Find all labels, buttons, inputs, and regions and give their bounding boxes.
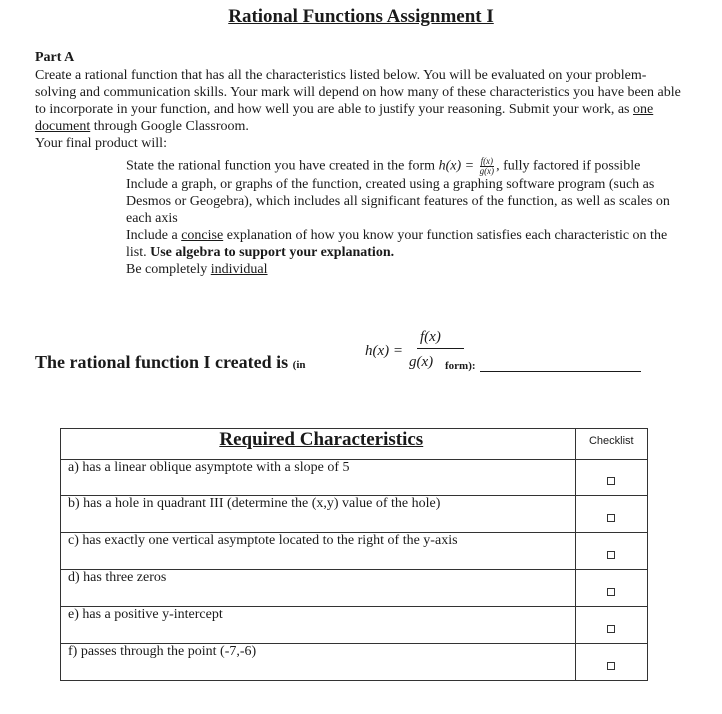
- list-item-text: Be completely: [126, 262, 211, 277]
- intro-paragraph: [35, 67, 685, 152]
- checkbox[interactable]: [607, 625, 615, 633]
- row-label: d) has three zeros: [61, 570, 576, 607]
- row-label: b) has a hole in quadrant III (determine the (x,y) value of the hole): [61, 496, 576, 533]
- function-denominator: g(x): [409, 354, 434, 370]
- checkbox[interactable]: [607, 551, 615, 559]
- list-item-individual: [126, 261, 686, 278]
- list-item-underlined: individual: [210, 262, 268, 277]
- fraction-denominator: g(x): [479, 166, 495, 176]
- checkbox-cell: [575, 533, 647, 570]
- list-item-text: , fully factored if possible: [496, 158, 641, 174]
- created-in: (in: [292, 359, 306, 371]
- requirements-list: [126, 157, 686, 278]
- checkbox-cell: [575, 607, 647, 644]
- list-item-underlined: concise: [181, 228, 224, 243]
- list-item-text: State the rational function you have created in the form: [126, 158, 439, 174]
- checkbox-cell: [575, 496, 647, 533]
- intro-underlined: one document: [35, 102, 654, 134]
- checkbox-cell: [575, 644, 647, 681]
- row-label: e) has a positive y-intercept: [61, 607, 576, 644]
- list-item-text: explanation of how you know your function satisfies each characteristic on the list.: [126, 228, 668, 260]
- checkbox[interactable]: [607, 514, 615, 522]
- table-row: [61, 460, 648, 496]
- row-label: a) has a linear oblique asymptote with a slope of 5: [61, 460, 576, 496]
- fraction-numerator: f(x): [480, 156, 494, 166]
- table-row: [61, 533, 648, 570]
- list-item-graph: Include a graph, or graphs of the function, created using a graphing software program (such as Desmos or Geogebra), which includes all significant features of the function, as well as scales on each axis: [126, 177, 670, 226]
- checkbox[interactable]: [607, 588, 615, 596]
- list-item-bold: Use algebra to support your explanation.: [150, 245, 395, 260]
- list-item-explanation: [126, 227, 686, 261]
- checkbox-cell: [575, 460, 647, 496]
- list-item-state: [126, 157, 686, 176]
- fraction-bar: [417, 348, 464, 349]
- table-header-row: [61, 429, 648, 460]
- form-label: form):: [445, 360, 476, 372]
- characteristics-table: [60, 428, 648, 681]
- answer-blank-line[interactable]: [480, 371, 641, 372]
- function-lhs: h(x) =: [365, 343, 404, 359]
- fraction: [480, 157, 495, 176]
- table-row: [61, 644, 648, 681]
- page-title: Rational Functions Assignment I: [228, 6, 494, 27]
- table-header-characteristics: Required Characteristics: [61, 429, 576, 460]
- created-function-label: [35, 352, 306, 373]
- created-text: The rational function I created is: [35, 352, 293, 372]
- intro-final-product: Your final product will:: [35, 136, 167, 151]
- section-heading: Part A: [35, 50, 75, 65]
- intro-text-end: through Google Classroom.: [90, 119, 249, 134]
- row-label: f) passes through the point (-7,-6): [61, 644, 576, 681]
- math-hx: h(x) =: [438, 158, 478, 174]
- checkbox[interactable]: [607, 662, 615, 670]
- table-row: [61, 496, 648, 533]
- table-row: [61, 570, 648, 607]
- table-header-checklist: Checklist: [575, 429, 647, 460]
- function-numerator: f(x): [420, 329, 441, 345]
- checkbox-cell: [575, 570, 647, 607]
- list-item-text: Include a: [126, 228, 182, 243]
- checkbox[interactable]: [607, 477, 615, 485]
- row-label: c) has exactly one vertical asymptote located to the right of the y-axis: [61, 533, 576, 570]
- table-row: [61, 607, 648, 644]
- intro-text: Create a rational function that has all the characteristics listed below. You will be evaluated on your problem-solving and communication skills. Your mark will depend on how many of these characteristics you have been able to incorporate in your function, and how well you are able to justify your reasoning. Submit your work, as: [35, 68, 681, 117]
